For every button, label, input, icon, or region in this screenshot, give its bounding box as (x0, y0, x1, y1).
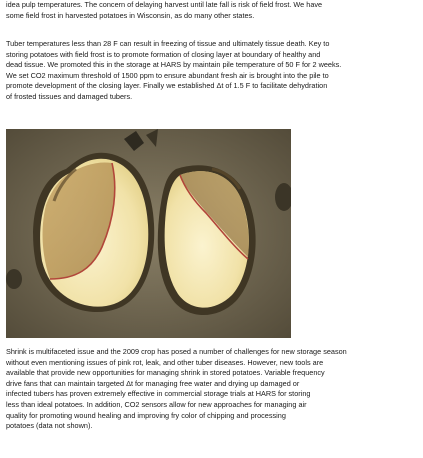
text-line: Shrink is multifaceted issue and the 2009 crop has posed a number of challenges for new storage season (6, 347, 347, 356)
text-line: potatoes (data not shown). (6, 421, 93, 431)
text-line: idea pulp temperatures. The concern of delaying harvest until late fall is risk of field frost. We have (6, 0, 323, 9)
text-line: dead tissue. We promoted this in the storage at HARS by maintain pile temperature of 50 F for 2 weeks. (6, 60, 342, 70)
frosted-potato-photo (6, 129, 291, 338)
text-line: without even mentioning issues of pink rot, leak, and other tuber diseases. However, new tools are (6, 357, 324, 367)
text-line: quality for promoting wound healing and improving fry color of chipping and processing (6, 410, 286, 420)
text-line: infected tubers has proven extremely effective in commercial storage trials at HARS for storing (6, 389, 311, 399)
paragraph-intro (6, 0, 418, 21)
text-line: drive fans that can maintain targeted Δt for managing free water and drying up damaged or (6, 378, 300, 388)
text-line: of frosted tissues and damaged tubers. (6, 91, 133, 101)
text-line: Tuber temperatures less than 28 F can result in freezing of tissue and ultimately tissue death. Key to (6, 39, 330, 48)
text-line: storing potatoes with field frost is to promote formation of closing layer at boundary of healthy and (6, 49, 321, 59)
right-potato-half (158, 165, 256, 315)
text-line: promote development of the closing layer. Finally we established Δt of 1.5 F to facilitate dehydration (6, 81, 328, 91)
paragraph-frost (6, 39, 418, 103)
text-line: We set CO2 maximum threshold of 1500 ppm to ensure abundant fresh air is brought into the pile to (6, 70, 329, 80)
text-line: some field frost in harvested potatoes in Wisconsin, as do many other states. (6, 10, 255, 20)
paragraph-shrink (6, 347, 418, 432)
text-line: less than ideal potatoes. In addition, CO2 sensors allow for new approaches for managing air (6, 399, 307, 409)
text-line: available that provide new opportunities for managing shrink in stored potatoes. Variable frequency (6, 368, 325, 378)
